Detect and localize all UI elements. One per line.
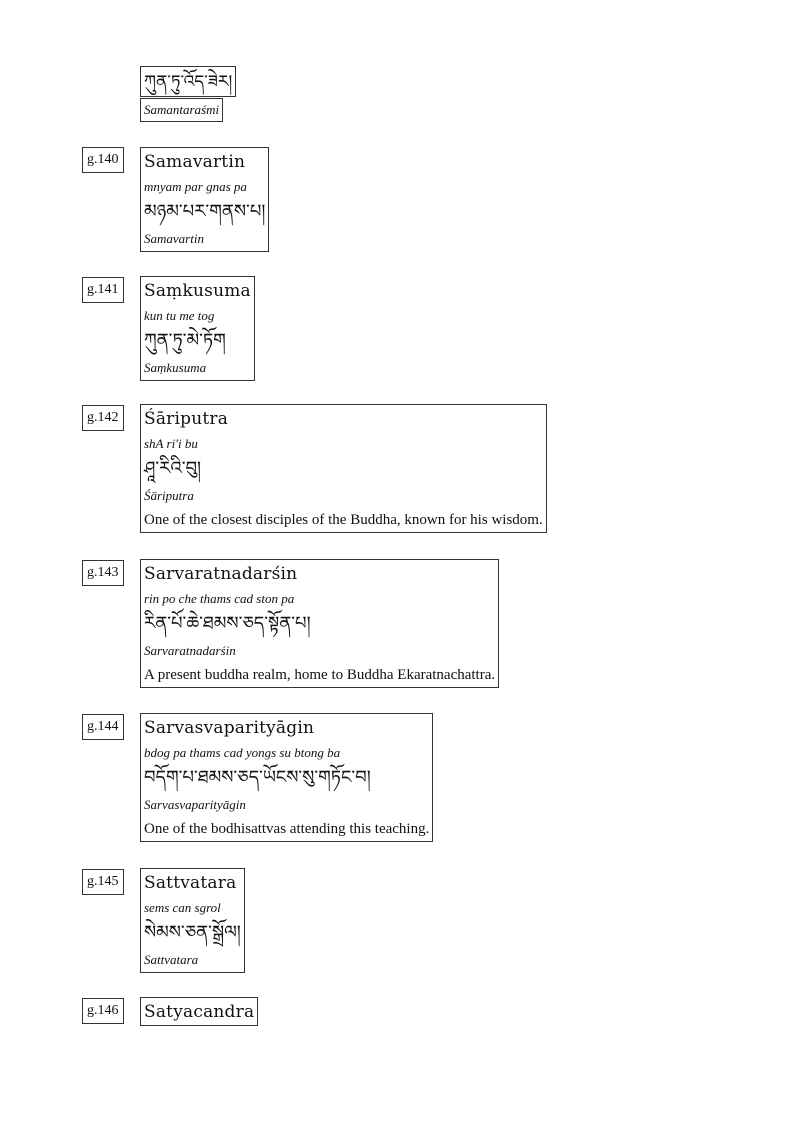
entry-tibetan: ཀུན་ཏུ་མེ་ཏོག bbox=[144, 330, 226, 351]
entry-wylie: mnyam par gnas pa bbox=[144, 179, 247, 194]
entry-sanskrit: Sarvaratnadarśin bbox=[144, 643, 236, 658]
entry-definition: One of the bodhisattvas attending this teaching. bbox=[144, 821, 430, 837]
glossary-id: g.141 bbox=[82, 277, 124, 303]
entry-term: Sattvatara bbox=[144, 873, 237, 893]
glossary-entry-sattvatara bbox=[140, 868, 245, 973]
glossary-entry-sarvaratnadarsin bbox=[140, 559, 499, 688]
fragment-tibetan: ཀུན་ཏུ་འོད་ཟེར། bbox=[140, 66, 236, 97]
entry-sanskrit: Śāriputra bbox=[144, 488, 194, 503]
entry-definition: One of the closest disciples of the Buddha, known for his wisdom. bbox=[144, 512, 543, 528]
entry-wylie: bdog pa thams cad yongs su btong ba bbox=[144, 745, 341, 760]
entry-tibetan: ཤཱ་རིའི་བུ། bbox=[144, 458, 202, 479]
entry-definition: A present buddha realm, home to Buddha Ekaratnachattra. bbox=[144, 667, 496, 683]
entry-sanskrit: Sattvatara bbox=[144, 952, 199, 967]
glossary-entry-samkusuma bbox=[140, 276, 255, 381]
entry-wylie: sems can sgrol bbox=[144, 900, 221, 915]
glossary-id: g.145 bbox=[82, 869, 124, 895]
entry-sanskrit: Saṃkusuma bbox=[144, 360, 207, 375]
entry-term: Śāriputra bbox=[144, 409, 229, 429]
glossary-entry-sariputra bbox=[140, 404, 547, 533]
entry-term: Satyacandra bbox=[144, 1002, 255, 1022]
entry-term: Samavartin bbox=[144, 152, 246, 172]
entry-tibetan: བདོག་པ་ཐམས་ཅད་ཡོངས་སུ་གཏོང་བ། bbox=[144, 767, 371, 788]
entry-tibetan: རིན་པོ་ཆེ་ཐམས་ཅད་སྟོན་པ། bbox=[144, 613, 311, 634]
entry-sanskrit: Sarvasvaparityāgin bbox=[144, 797, 246, 812]
fragment-sanskrit: Samantaraśmi bbox=[140, 98, 223, 122]
entry-term: Sarvaratnadarśin bbox=[144, 564, 298, 584]
glossary-id: g.144 bbox=[82, 714, 124, 740]
glossary-entry-sarvasvaparityagin bbox=[140, 713, 433, 842]
entry-wylie: shA ri'i bu bbox=[144, 436, 198, 451]
glossary-entry-satyacandra bbox=[140, 997, 258, 1026]
glossary-id: g.143 bbox=[82, 560, 124, 586]
entry-wylie: kun tu me tog bbox=[144, 308, 215, 323]
glossary-id: g.142 bbox=[82, 405, 124, 431]
entry-sanskrit: Samavartin bbox=[144, 231, 204, 246]
entry-term: Saṃkusuma bbox=[144, 281, 251, 301]
entry-tibetan: སེམས་ཅན་སྒྲོལ། bbox=[144, 922, 241, 943]
glossary-id: g.140 bbox=[82, 147, 124, 173]
glossary-id: g.146 bbox=[82, 998, 124, 1024]
entry-wylie: rin po che thams cad ston pa bbox=[144, 591, 295, 606]
entry-tibetan: མཉམ་པར་གནས་པ། bbox=[144, 201, 266, 222]
entry-term: Sarvasvaparityāgin bbox=[144, 718, 315, 738]
glossary-entry-samavartin bbox=[140, 147, 269, 252]
